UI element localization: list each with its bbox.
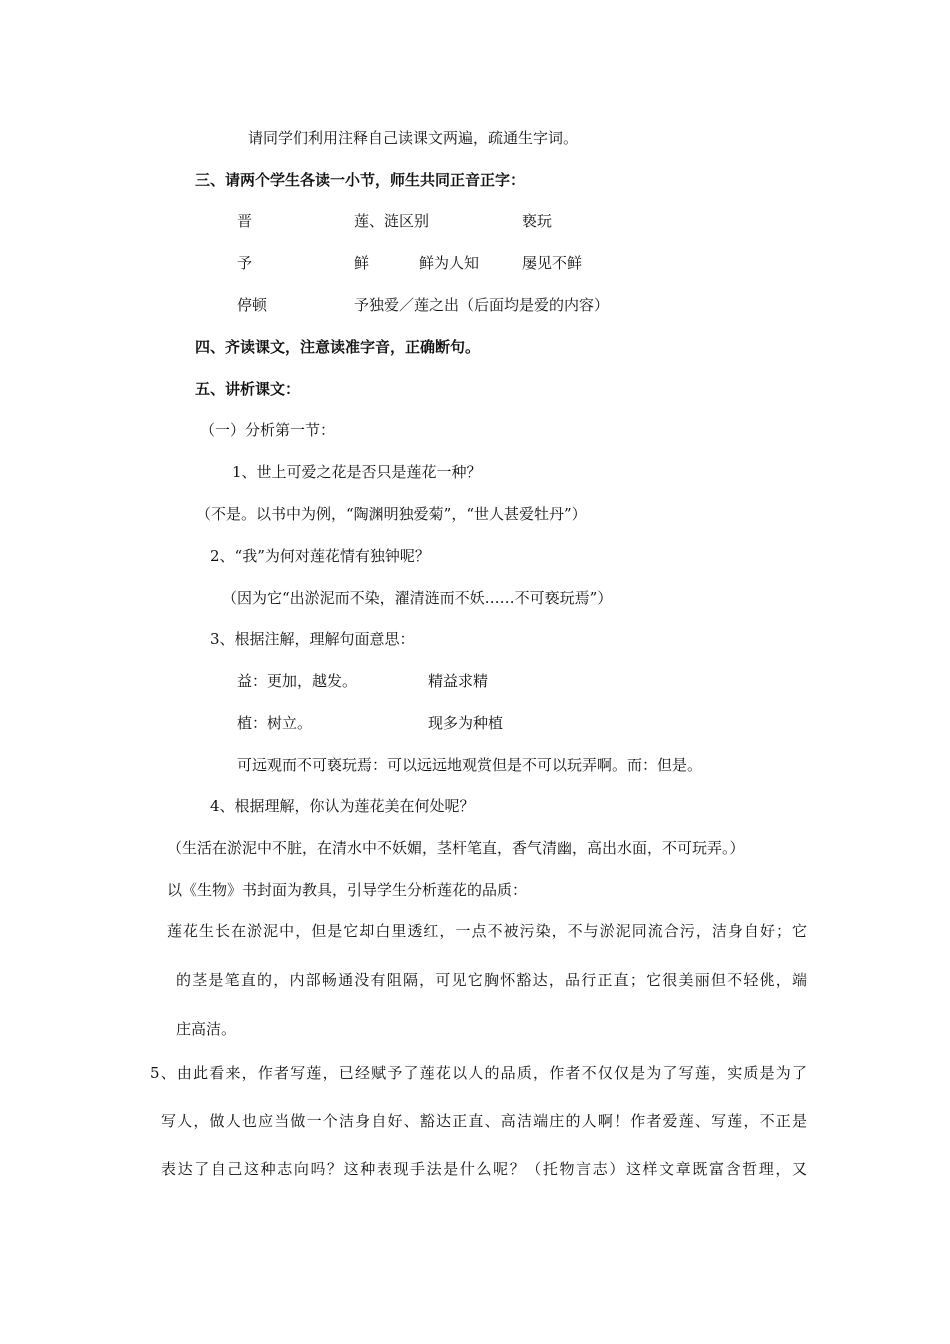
vocab-row2-idiom1: 鲜为人知 bbox=[419, 254, 480, 272]
lotus-paragraph-line-1: 莲花生长在淤泥中，但是它却白里透红，一点不被污染，不与淤泥同流合污，洁身自好；它 bbox=[167, 922, 807, 940]
vocab-row2-idiom2: 屡见不鲜 bbox=[522, 254, 583, 272]
vocab-row1-word: 晋 bbox=[237, 212, 253, 230]
section-5-heading: 五、讲析课文： bbox=[195, 380, 301, 398]
point-5-line-1: 5、由此看来，作者写莲，已经赋予了莲花以人的品质，作者不仅仅是为了写莲，实质是为了 bbox=[150, 1064, 807, 1082]
vocab-row1-word2: 亵玩 bbox=[522, 212, 553, 230]
teaching-guide: 以《生物》书封面为教具，引导学生分析莲花的品质： bbox=[167, 881, 528, 899]
question-3: 3、根据注解，理解句面意思： bbox=[210, 630, 415, 648]
section-4-heading: 四、齐读课文，注意读准字音，正确断句。 bbox=[195, 338, 481, 356]
vocab-row2-word: 予 bbox=[237, 254, 253, 272]
definition-2-example: 现多为种植 bbox=[428, 714, 504, 732]
vocab-row3-label: 停顿 bbox=[237, 296, 268, 314]
vocab-row1-note: 莲、涟区别 bbox=[354, 212, 430, 230]
vocab-row2-char: 鲜 bbox=[354, 254, 370, 272]
lotus-paragraph-line-3: 庄高洁。 bbox=[176, 1020, 237, 1038]
definition-1-example: 精益求精 bbox=[428, 672, 489, 690]
section-3-heading: 三、请两个学生各读一小节，师生共同正音正字： bbox=[195, 171, 526, 189]
definition-2: 植：树立。 bbox=[237, 714, 313, 732]
answer-1: （不是。以书中为例，“陶渊明独爱菊”，“世人甚爱牡丹”） bbox=[196, 505, 587, 523]
question-4: 4、根据理解，你认为莲花美在何处呢？ bbox=[210, 797, 475, 815]
part-1-heading: （一）分析第一节： bbox=[200, 421, 336, 439]
answer-2: （因为它“出淤泥而不染，濯清涟而不妖……不可亵玩焉”） bbox=[222, 589, 613, 607]
intro-line: 请同学们利用注释自己读课文两遍，疏通生字词。 bbox=[248, 129, 579, 147]
answer-4: （生活在淤泥中不脏，在清水中不妖媚，茎杆笔直，香气清幽，高出水面，不可玩弄。） bbox=[167, 839, 745, 857]
vocab-row3-pause: 予独爱／莲之出（后面均是爱的内容） bbox=[354, 296, 610, 314]
definition-3: 可远观而不可亵玩焉：可以远远地观赏但是不可以玩弄啊。而：但是。 bbox=[237, 756, 703, 774]
point-5-line-2: 写人，做人也应当做一个洁身自好、豁达正直、高洁端庄的人啊！作者爱莲、写莲，不正是 bbox=[161, 1112, 807, 1130]
point-5-line-3: 表达了自己这种志向吗？这种表现手法是什么呢？（托物言志）这样文章既富含哲理，又 bbox=[161, 1160, 807, 1178]
question-1: 1、世上可爱之花是否只是莲花一种？ bbox=[232, 463, 482, 481]
definition-1: 益：更加，越发。 bbox=[237, 672, 358, 690]
question-2: 2、“我”为何对莲花情有独钟呢？ bbox=[210, 547, 430, 565]
lotus-paragraph-line-2: 的茎是笔直的，内部畅通没有阻隔，可见它胸怀豁达，品行正直；它很美丽但不轻佻，端 bbox=[176, 971, 807, 989]
